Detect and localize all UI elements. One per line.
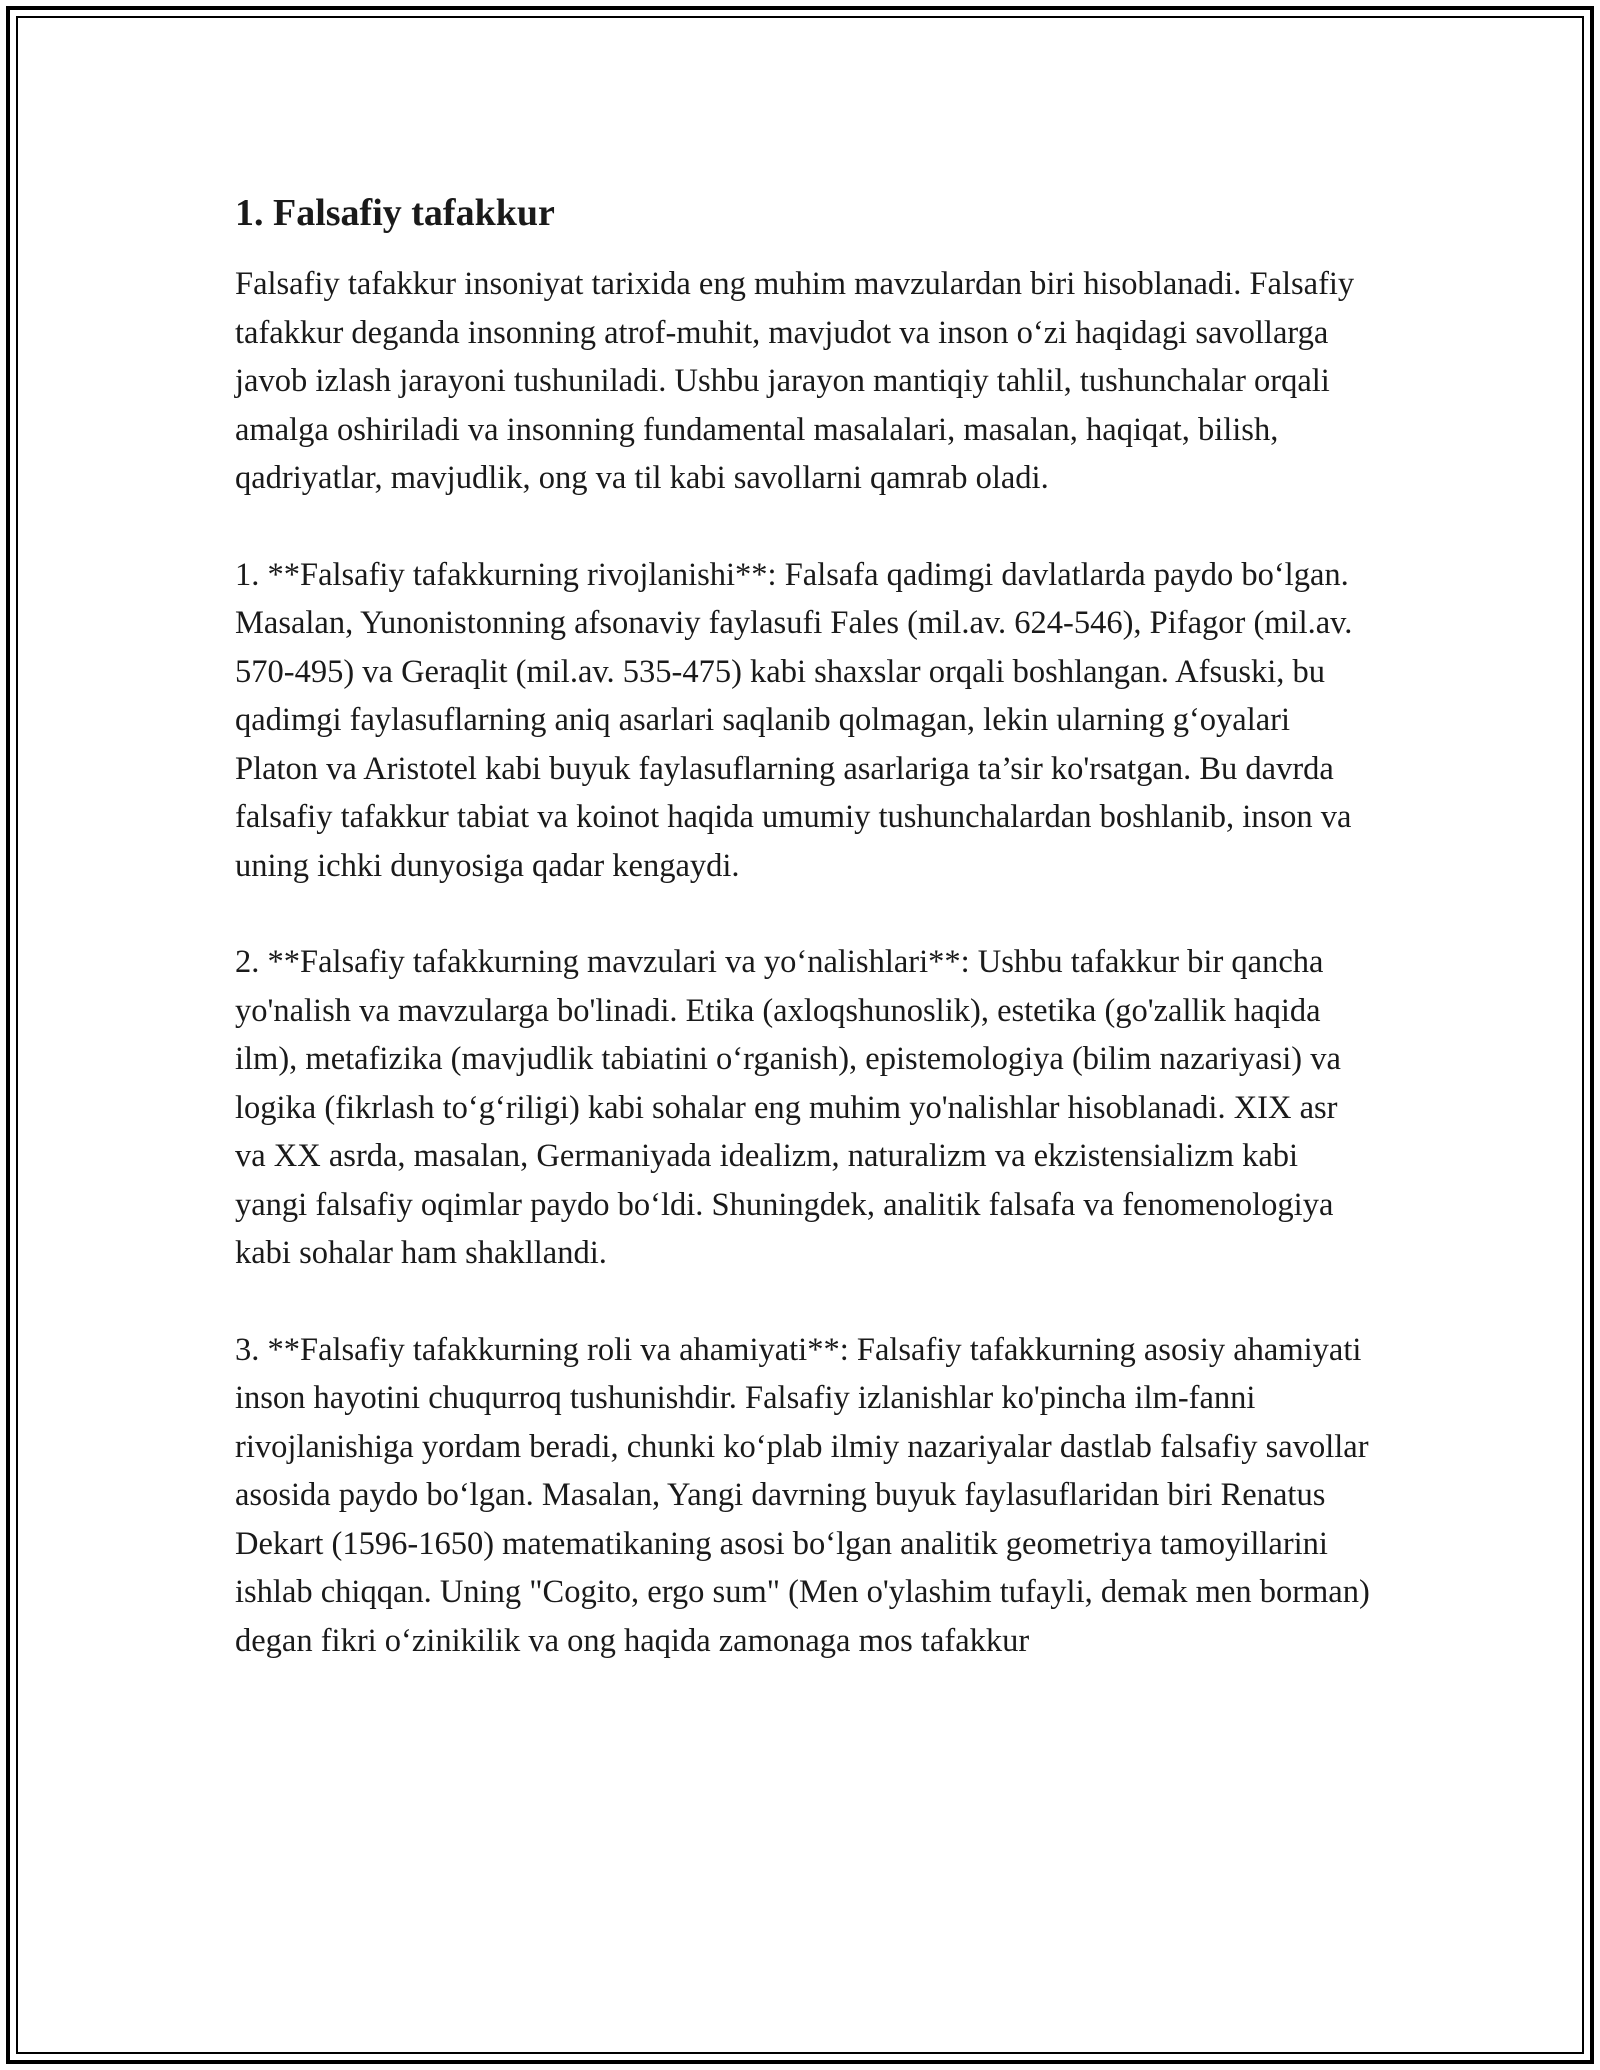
paragraph-intro: Falsafiy tafakkur insoniyat tarixida eng muhim mavzulardan biri hisoblanadi. Falsafiy tafakkur deganda insonning atrof-muhit, mavjudot va inson oʻzi haqidagi savollarga javob izlash jarayoni tushuniladi. Ushbu jarayon mantiqiy tahlil, tushunchalar orqali amalga oshiriladi va insonning fundamental masalalari, masalan, haqiqat, bilish, qadriyatlar, mavjudlik, ong va til kabi savollarni qamrab oladi.: [235, 266, 1355, 496]
document-body: [235, 188, 1375, 1665]
section-heading: 1. Falsafiy tafakkur: [235, 192, 555, 234]
paragraph-role: 3. **Falsafiy tafakkurning roli va ahamiyati**: Falsafiy tafakkurning asosiy ahamiyati inson hayotini chuqurroq tushunishdir. Falsafiy izlanishlar ko'pincha ilm-fanni rivojlanishiga yordam beradi, chunki koʻplab ilmiy nazariyalar dastlab falsafiy savollar asosida paydo boʻlgan. Masalan, Yangi davrning buyuk faylasuflaridan biri Renatus Dekart (1596-1650) matematikaning asosi boʻlgan analitik geometriya tamoyillarini ishlab chiqqan. Uning "Cogito, ergo sum" (Men o'ylashim tufayli, demak men borman) degan fikri oʻzinikilik va ong haqida zamonaga mos tafakkur: [235, 1331, 1370, 1659]
paragraph-topics: 2. **Falsafiy tafakkurning mavzulari va yoʻnalishlari**: Ushbu tafakkur bir qancha yo'nalish va mavzularga bo'linadi. Etika (axloqshunoslik), estetika (go'zallik haqida ilm), metafizika (mavjudlik tabiatini oʻrganish), epistemologiya (bilim nazariyasi) va logika (fikrlash toʻgʻriligi) kabi sohalar eng muhim yo'nalishlar hisoblanadi. XIX asr va XX asrda, masalan, Germaniyada idealizm, naturalizm va ekzistensializm kabi yangi falsafiy oqimlar paydo boʻldi. Shuningdek, analitik falsafa va fenomenologiya kabi sohalar ham shakllandi.: [235, 944, 1341, 1271]
paragraph-development: 1. **Falsafiy tafakkurning rivojlanishi**: Falsafa qadimgi davlatlarda paydo boʻlgan. Masalan, Yunonistonning afsonaviy faylasufi Fales (mil.av. 624-546), Pifagor (mil.av. 570-495) va Geraqlit (mil.av. 535-475) kabi shaxslar orqali boshlangan. Afsuski, bu qadimgi faylasuflarning aniq asarlari saqlanib qolmagan, lekin ularning gʻoyalari Platon va Aristotel kabi buyuk faylasuflarning asarlariga ta’sir ko'rsatgan. Bu davrda falsafiy tafakkur tabiat va koinot haqida umumiy tushunchalardan boshlanib, inson va uning ichki dunyosiga qadar kengaydi.: [235, 556, 1353, 884]
